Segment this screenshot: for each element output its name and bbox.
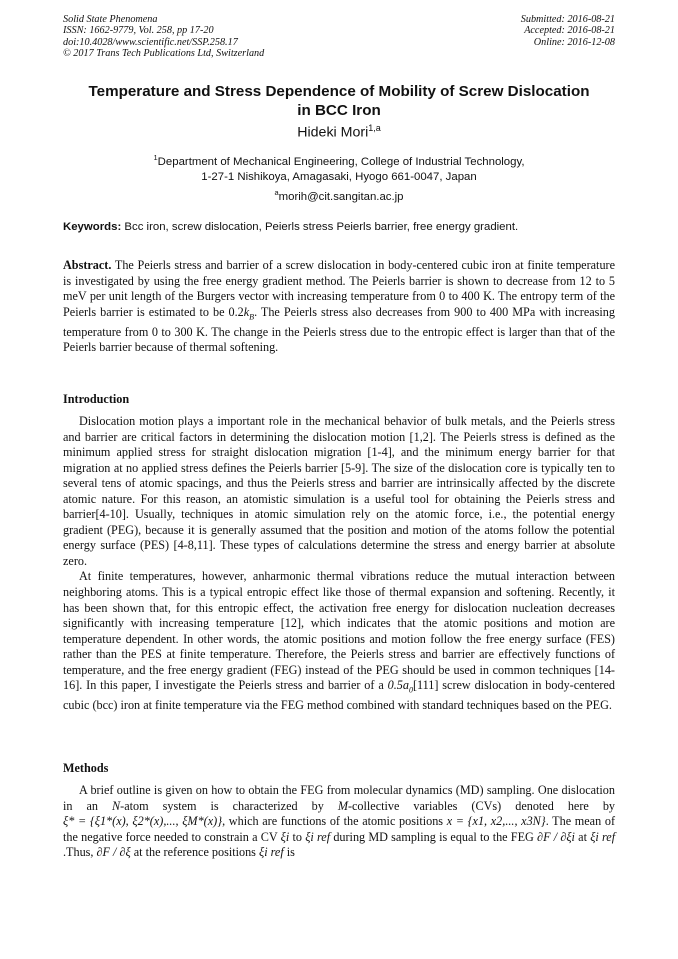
affiliation-superscript: 1	[153, 153, 158, 162]
journal-header	[63, 14, 264, 59]
title-line-2: in BCC Iron	[297, 102, 381, 119]
abstract	[63, 258, 615, 356]
methods-heading: Methods	[63, 761, 109, 775]
author-superscript: 1,a	[368, 123, 381, 133]
email-superscript: a	[274, 188, 279, 197]
title-line-1: Temperature and Stress Dependence of Mobility of Screw Dislocation	[88, 83, 590, 100]
abstract-text-2: . The Peierls stress also decreases from 900 to 400 MPa with increasing temperature from 0 to 300 K. The change in the Peierls stress due to the entropic effect is larger than that of the Peierls barrier because of thermal softening.	[63, 304, 615, 355]
accepted-date: Accepted: 2016-08-21	[524, 25, 615, 37]
keywords	[63, 221, 615, 233]
copyright-line: © 2017 Trans Tech Publications Ltd, Switzerland	[63, 47, 265, 59]
introduction-body	[63, 414, 615, 714]
burgers-vector-math: $0.5a_0$	[387, 678, 413, 695]
atomic-positions-equation: x = {x1, x2,..., x3N}	[446, 814, 546, 829]
author-name: Hideki Mori	[297, 124, 369, 141]
affiliation-line-1: Department of Mechanical Engineering, College of Industrial Technology,	[157, 155, 525, 168]
submitted-date: Submitted: 2016-08-21	[520, 14, 615, 25]
affiliation	[63, 150, 615, 186]
online-date: Online: 2016-12-08	[533, 36, 615, 48]
abstract-text-1: The Peierls stress and barrier of a screw dislocation in body-centered cubic iron at finite temperature is investigated by using the free energy gradient method. The Peierls barrier is shown to decrease from 12 to 5 meV per unit length of the Burgers vector with increasing temperature from 0 to 400 K. The entropy term of the Peierls barrier is estimated to be 0.2	[63, 258, 616, 319]
keywords-label: Keywords:	[63, 221, 122, 233]
doi-line: doi:10.4028/www.scientific.net/SSP.258.17	[63, 36, 238, 48]
methods-paragraph-1: A brief outline is given on how to obtain the FEG from molecular dynamics (MD) sampling. One dislocation in an N-atom system is characterized by M-collective variables (CVs) denoted here by ξ* = {ξ1*(x), ξ2*(x),..., ξM*(x)}, which are functions of the atomic positions x = {x1, x2,..., x3N}. The mean of the negative force needed to constrain a CV ξi to ξi ref during MD sampling is equal to the FEG ∂F / ∂ξi at ξi ref .Thus, ∂F / ∂ξ at the reference positions ξi ref is	[63, 783, 616, 860]
cv-equation: ξ* = {ξ1*(x), ξ2*(x),..., ξM*(x)}	[63, 814, 223, 829]
affiliation-line-2: 1-27-1 Nishikoya, Amagasaki, Hyogo 661-0047, Japan	[201, 171, 477, 184]
boltzmann-symbol: $k_B$	[243, 304, 255, 322]
abstract-label: Abstract.	[63, 258, 112, 272]
introduction-heading: Introduction	[63, 392, 130, 406]
paper-title	[63, 82, 615, 120]
issn-line: ISSN: 1662-9779, Vol. 258, pp 17-20	[63, 25, 214, 37]
author-email	[63, 188, 615, 203]
author-line	[63, 123, 615, 141]
intro-paragraph-1: Dislocation motion plays a important role in the mechanical behavior of bulk metals, and the Peierls stress and barrier are critical factors in determining the dislocation motion [1,2]. The Peierls stress is defined as the minimum applied stress for straight dislocation migration [1-4], and the minimum energy barrier for that migration at no applied stress defines the Peierls barrier [5-9]. The size of the dislocation core is typically ten to several tens of atomic spacings, and thus the Peierls stress and barrier are intrinsically affected by the discrete atomic nature. For this reason, an atomistic simulation is a useful tool for obtaining the Peierls stress and barrier[4-10]. Usually, techniques in atomic simulation rely on the atomic force, i.e., the potential energy gradient (PEG), because it is generally assumed that the position and motion of the atoms follow the potential energy surface (PES) [4-8,11]. These types of calculations determine the stress and energy barrier at absolute zero.	[63, 414, 615, 568]
journal-name: Solid State Phenomena	[63, 14, 158, 25]
dates-header	[521, 14, 615, 48]
feg-expression: ∂F / ∂ξi	[537, 829, 575, 844]
keywords-text: Bcc iron, screw dislocation, Peierls stress Peierls barrier, free energy gradient.	[124, 221, 519, 233]
intro-paragraph-2: At finite temperatures, however, anharmonic thermal vibrations reduce the mutual interaction between neighboring atoms. This is a typical entropic effect like those of thermal expansion and softening. Recently, it has been shown that, for this entropic effect, the activation free energy for dislocation nucleation decreases significantly with increasing temperature [12], which indicates that the atomic positions and motion are temperature dependent. In other words, the atomic positions and motion follow the free energy surface (FES) rather than the PES at finite temperature. Therefore, the Peierls stress and barrier are effectively functions of temperature, and the free energy gradient (FEG) instead of the PEG should be used in common techniques [14-16]. In this paper, I investigate the Peierls stress and barrier of a $0.5a_0[111]$ screw dislocation in body-centered cubic (bcc) iron at finite temperature via the FEG method combined with standard techniques based on the PEG.	[63, 569, 615, 713]
email-address: morih@cit.sangitan.ac.jp	[278, 190, 404, 203]
methods-body	[63, 783, 615, 861]
